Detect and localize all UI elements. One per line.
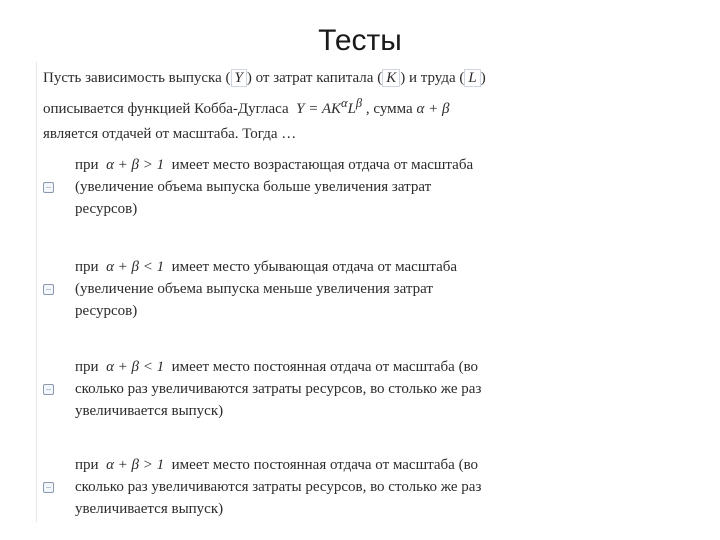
option-3-line-1: имеет место постоянная отдача от масштаба (во	[171, 359, 479, 375]
option-2-line-3: ресурсов)	[75, 303, 138, 319]
output-symbol: Y	[231, 69, 247, 87]
formula-alpha: α	[341, 96, 348, 110]
option-1-pri: при	[75, 157, 99, 173]
answer-option-4-text	[75, 454, 610, 520]
question-text	[43, 66, 603, 147]
option-4-line-2: сколько раз увеличиваются затраты ресурсов, во столько же раз	[75, 479, 482, 495]
formula-yak: Y = AK	[296, 101, 341, 117]
checkbox-option-2[interactable]	[43, 284, 54, 295]
option-3-line-3: увеличивается выпуск)	[75, 403, 224, 419]
question-line-2-mid: , сумма	[365, 101, 413, 117]
question-line-2-prefix: описывается функцией Кобба-Дугласа	[43, 101, 289, 117]
answer-option-3-text	[75, 356, 610, 422]
option-2-condition: α + β < 1	[106, 259, 165, 275]
checkbox-option-3[interactable]	[43, 384, 54, 395]
option-1-line-2: (увеличение объема выпуска больше увеличения затрат	[75, 179, 432, 195]
option-4-condition: α + β > 1	[106, 457, 165, 473]
cobb-douglas-formula	[292, 96, 363, 117]
option-1-line-3: ресурсов)	[75, 201, 138, 217]
question-line-3: является отдачей от масштаба. Тогда …	[43, 126, 297, 142]
checkbox-option-4[interactable]	[43, 482, 54, 493]
question-line-1-mid2: ) и труда (	[400, 70, 465, 86]
question-line-1	[43, 66, 603, 91]
option-2-line-1: имеет место убывающая отдача от масштаба	[171, 259, 458, 275]
formula-beta: β	[355, 96, 363, 110]
option-2-line-2: (увеличение объема выпуска меньше увеличения затрат	[75, 281, 433, 297]
question-line-1-suffix: )	[480, 70, 486, 86]
question-line-1-prefix: Пусть зависимость выпуска (	[43, 70, 231, 86]
option-1-condition: α + β > 1	[106, 157, 165, 173]
test-question-panel	[36, 62, 607, 522]
option-3-line-2: сколько раз увеличиваются затраты ресурсов, во столько же раз	[75, 381, 482, 397]
option-4-line-1: имеет место постоянная отдача от масштаба (во	[171, 457, 479, 473]
answer-option-2-text	[75, 256, 610, 322]
labor-symbol: L	[464, 69, 480, 87]
answer-option-1-text	[75, 154, 610, 220]
option-2-pri: при	[75, 259, 99, 275]
option-1-line-1: имеет место возрастающая отдача от масштаба	[171, 157, 474, 173]
capital-symbol: K	[382, 69, 400, 87]
question-line-1-mid1: ) от затрат капитала (	[246, 70, 383, 86]
formula-l: L	[347, 101, 356, 117]
option-4-line-3: увеличивается выпуск)	[75, 501, 224, 517]
page-title: Тесты	[318, 24, 402, 57]
option-4-pri: при	[75, 457, 99, 473]
question-line-2	[43, 91, 603, 122]
option-3-condition: α + β < 1	[106, 359, 165, 375]
alpha-beta-sum: α + β	[416, 101, 450, 117]
checkbox-option-1[interactable]	[43, 182, 54, 193]
option-3-pri: при	[75, 359, 99, 375]
